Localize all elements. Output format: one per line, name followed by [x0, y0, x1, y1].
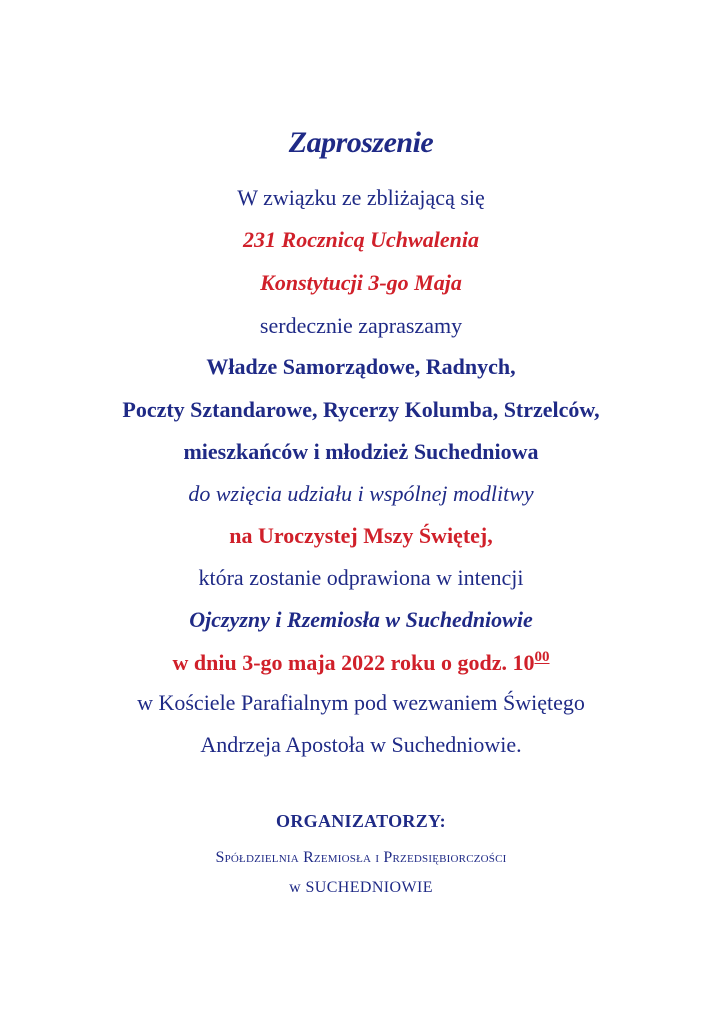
organizer-name: Spółdzielnia Rzemiosła i Przedsiębiorczości [215, 849, 507, 866]
invitation-title: Zaproszenie [288, 126, 434, 159]
date-line [0, 650, 722, 674]
date-text: w dniu 3-go maja 2022 roku o godz. 10 [172, 650, 535, 675]
constitution-line: Konstytucji 3-go Maja [260, 270, 462, 295]
invitees-line-2: Poczty Sztandarowe, Rycerzy Kolumba, Strzelców, [122, 397, 600, 422]
invite-line: serdecznie zapraszamy [259, 313, 463, 338]
invitees-line-3: mieszkańców i młodzież Suchedniowa [183, 439, 539, 464]
organizers-heading: ORGANIZATORZY: [276, 811, 446, 831]
anniversary-line: 231 Rocznicą Uchwalenia [243, 227, 479, 252]
location-line-2: Andrzeja Apostoła w Suchedniowie. [200, 732, 522, 757]
intro-line: W związku ze zbliżającą się [237, 185, 485, 210]
organizer-city: w SUCHEDNIOWIE [289, 879, 433, 896]
participation-line: do wzięcia udziału i wspólnej modlitwy [188, 481, 534, 506]
intention-line: która zostanie odprawiona w intencji [198, 565, 524, 590]
homeland-line: Ojczyzny i Rzemiosła w Suchedniowie [189, 607, 533, 632]
mass-line: na Uroczystej Mszy Świętej, [229, 523, 493, 548]
invitees-line-1: Władze Samorządowe, Radnych, [206, 354, 516, 379]
date-minutes: 00 [534, 649, 550, 665]
location-line-1: w Kościele Parafialnym pod wezwaniem Świętego [137, 690, 585, 715]
